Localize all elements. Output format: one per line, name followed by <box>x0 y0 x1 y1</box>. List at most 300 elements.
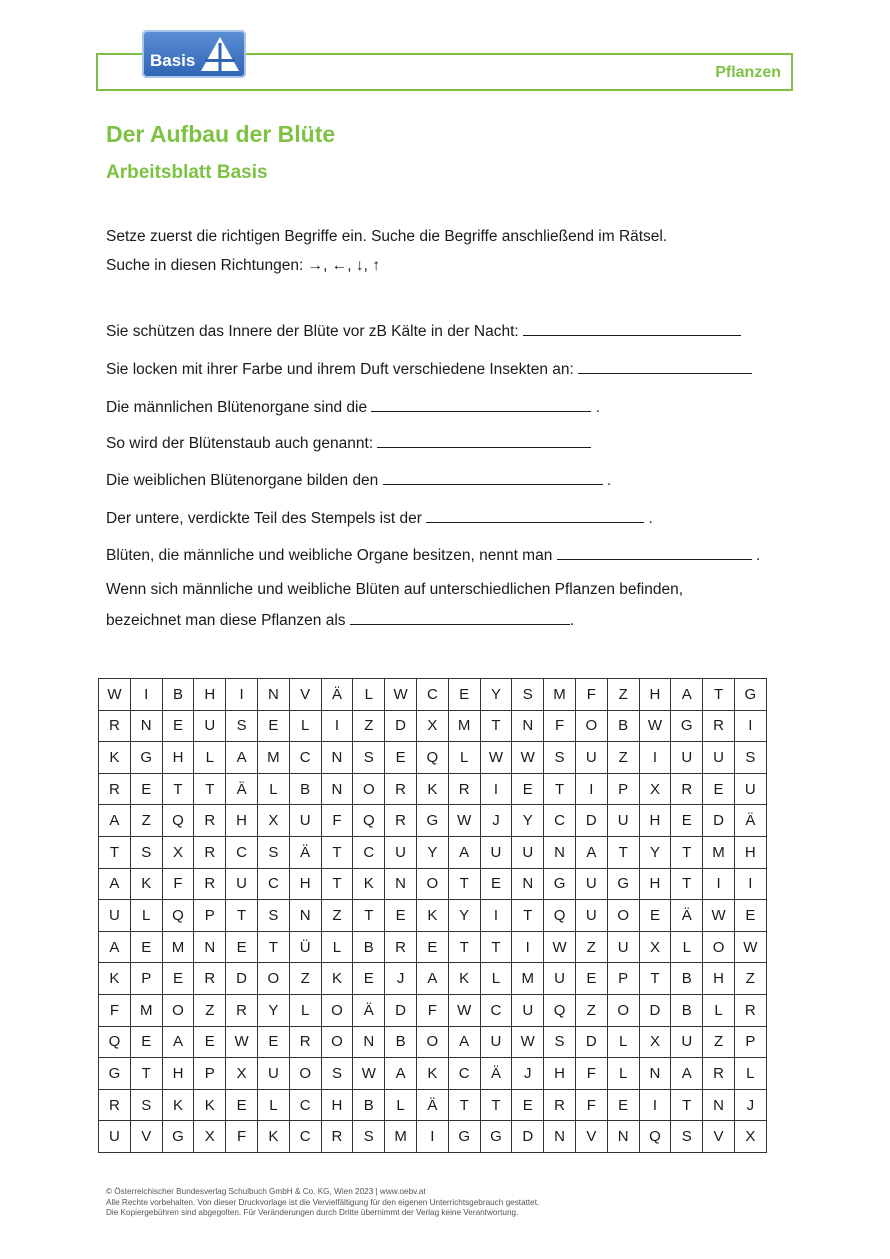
grid-cell[interactable]: L <box>703 994 735 1026</box>
grid-cell[interactable]: Y <box>416 836 448 868</box>
grid-cell[interactable]: A <box>416 963 448 995</box>
grid-cell[interactable]: E <box>575 963 607 995</box>
grid-cell[interactable]: M <box>385 1121 417 1153</box>
grid-cell[interactable]: D <box>385 994 417 1026</box>
grid-cell[interactable]: R <box>99 710 131 742</box>
grid-cell[interactable]: P <box>194 900 226 932</box>
grid-cell[interactable]: T <box>671 836 703 868</box>
grid-cell[interactable]: V <box>289 679 321 711</box>
grid-cell[interactable]: T <box>480 931 512 963</box>
grid-cell[interactable]: E <box>416 931 448 963</box>
grid-cell[interactable]: A <box>99 805 131 837</box>
grid-cell[interactable]: Q <box>99 1026 131 1058</box>
grid-cell[interactable]: B <box>671 994 703 1026</box>
grid-cell[interactable]: N <box>257 679 289 711</box>
grid-cell[interactable]: U <box>607 931 639 963</box>
grid-cell[interactable]: W <box>703 900 735 932</box>
grid-cell[interactable]: N <box>544 1121 576 1153</box>
grid-cell[interactable]: Ü <box>289 931 321 963</box>
grid-cell[interactable]: H <box>289 868 321 900</box>
grid-cell[interactable]: A <box>162 1026 194 1058</box>
grid-cell[interactable]: Ä <box>289 836 321 868</box>
grid-cell[interactable]: Z <box>734 963 766 995</box>
grid-cell[interactable]: B <box>289 773 321 805</box>
grid-cell[interactable]: M <box>448 710 480 742</box>
grid-cell[interactable]: S <box>544 1026 576 1058</box>
grid-cell[interactable]: L <box>734 1058 766 1090</box>
grid-cell[interactable]: I <box>130 679 162 711</box>
grid-cell[interactable]: N <box>289 900 321 932</box>
grid-cell[interactable]: O <box>321 1026 353 1058</box>
grid-cell[interactable]: C <box>289 1121 321 1153</box>
grid-cell[interactable]: F <box>226 1121 258 1153</box>
grid-cell[interactable]: T <box>480 710 512 742</box>
grid-cell[interactable]: N <box>385 868 417 900</box>
grid-cell[interactable]: X <box>257 805 289 837</box>
grid-cell[interactable]: U <box>194 710 226 742</box>
grid-cell[interactable]: V <box>575 1121 607 1153</box>
grid-cell[interactable]: G <box>448 1121 480 1153</box>
grid-cell[interactable]: H <box>194 679 226 711</box>
grid-cell[interactable]: I <box>480 773 512 805</box>
grid-cell[interactable]: L <box>257 773 289 805</box>
grid-cell[interactable]: Q <box>353 805 385 837</box>
grid-cell[interactable]: L <box>671 931 703 963</box>
grid-cell[interactable]: Z <box>289 963 321 995</box>
grid-cell[interactable]: F <box>575 1058 607 1090</box>
grid-cell[interactable]: H <box>639 679 671 711</box>
grid-cell[interactable]: W <box>385 679 417 711</box>
grid-cell[interactable]: O <box>607 994 639 1026</box>
grid-cell[interactable]: D <box>703 805 735 837</box>
grid-cell[interactable]: D <box>512 1121 544 1153</box>
grid-cell[interactable]: T <box>194 773 226 805</box>
grid-cell[interactable]: Z <box>575 994 607 1026</box>
grid-cell[interactable]: K <box>416 900 448 932</box>
grid-cell[interactable]: K <box>130 868 162 900</box>
grid-cell[interactable]: U <box>671 1026 703 1058</box>
grid-cell[interactable]: N <box>321 773 353 805</box>
grid-cell[interactable]: Z <box>353 710 385 742</box>
grid-cell[interactable]: J <box>480 805 512 837</box>
grid-cell[interactable]: I <box>575 773 607 805</box>
grid-cell[interactable]: T <box>671 1089 703 1121</box>
grid-cell[interactable]: U <box>226 868 258 900</box>
grid-cell[interactable]: T <box>162 773 194 805</box>
grid-cell[interactable]: N <box>353 1026 385 1058</box>
grid-cell[interactable]: R <box>544 1089 576 1121</box>
grid-cell[interactable]: N <box>194 931 226 963</box>
grid-cell[interactable]: U <box>575 742 607 774</box>
grid-cell[interactable]: S <box>353 742 385 774</box>
grid-cell[interactable]: H <box>162 742 194 774</box>
grid-cell[interactable]: A <box>575 836 607 868</box>
grid-cell[interactable]: I <box>639 742 671 774</box>
grid-cell[interactable]: C <box>480 994 512 1026</box>
grid-cell[interactable]: L <box>607 1058 639 1090</box>
grid-cell[interactable]: T <box>448 931 480 963</box>
grid-cell[interactable]: N <box>512 868 544 900</box>
grid-cell[interactable]: A <box>226 742 258 774</box>
grid-cell[interactable]: O <box>607 900 639 932</box>
grid-cell[interactable]: M <box>257 742 289 774</box>
grid-cell[interactable]: Z <box>607 742 639 774</box>
grid-cell[interactable]: R <box>194 963 226 995</box>
grid-cell[interactable]: Ä <box>321 679 353 711</box>
grid-cell[interactable]: G <box>607 868 639 900</box>
grid-cell[interactable]: N <box>607 1121 639 1153</box>
grid-cell[interactable]: Z <box>130 805 162 837</box>
grid-cell[interactable]: K <box>257 1121 289 1153</box>
grid-cell[interactable]: W <box>512 1026 544 1058</box>
grid-cell[interactable]: W <box>734 931 766 963</box>
grid-cell[interactable]: F <box>575 679 607 711</box>
grid-cell[interactable]: X <box>226 1058 258 1090</box>
grid-cell[interactable]: L <box>257 1089 289 1121</box>
grid-cell[interactable]: N <box>321 742 353 774</box>
grid-cell[interactable]: A <box>99 868 131 900</box>
grid-cell[interactable]: T <box>130 1058 162 1090</box>
grid-cell[interactable]: S <box>257 836 289 868</box>
grid-cell[interactable]: Y <box>480 679 512 711</box>
grid-cell[interactable]: X <box>734 1121 766 1153</box>
grid-cell[interactable]: O <box>162 994 194 1026</box>
grid-cell[interactable]: R <box>99 773 131 805</box>
grid-cell[interactable]: W <box>226 1026 258 1058</box>
grid-cell[interactable]: Q <box>162 900 194 932</box>
grid-cell[interactable]: U <box>480 836 512 868</box>
grid-cell[interactable]: D <box>226 963 258 995</box>
grid-cell[interactable]: N <box>130 710 162 742</box>
grid-cell[interactable]: X <box>639 931 671 963</box>
grid-cell[interactable]: C <box>289 1089 321 1121</box>
grid-cell[interactable]: V <box>703 1121 735 1153</box>
grid-cell[interactable]: U <box>257 1058 289 1090</box>
grid-cell[interactable]: E <box>385 742 417 774</box>
grid-cell[interactable]: A <box>671 679 703 711</box>
grid-cell[interactable]: T <box>544 773 576 805</box>
grid-cell[interactable]: K <box>321 963 353 995</box>
grid-cell[interactable]: X <box>194 1121 226 1153</box>
grid-cell[interactable]: A <box>448 1026 480 1058</box>
grid-cell[interactable]: S <box>226 710 258 742</box>
grid-cell[interactable]: Y <box>639 836 671 868</box>
grid-cell[interactable]: F <box>99 994 131 1026</box>
grid-cell[interactable]: Q <box>416 742 448 774</box>
grid-cell[interactable]: W <box>99 679 131 711</box>
grid-cell[interactable]: V <box>130 1121 162 1153</box>
grid-cell[interactable]: L <box>607 1026 639 1058</box>
grid-cell[interactable]: Ä <box>734 805 766 837</box>
grid-cell[interactable]: J <box>385 963 417 995</box>
grid-cell[interactable]: K <box>194 1089 226 1121</box>
grid-cell[interactable]: R <box>194 868 226 900</box>
grid-cell[interactable]: M <box>130 994 162 1026</box>
grid-cell[interactable]: F <box>162 868 194 900</box>
grid-cell[interactable]: R <box>289 1026 321 1058</box>
grid-cell[interactable]: T <box>321 868 353 900</box>
grid-cell[interactable]: L <box>480 963 512 995</box>
grid-cell[interactable]: H <box>162 1058 194 1090</box>
grid-cell[interactable]: G <box>416 805 448 837</box>
grid-cell[interactable]: D <box>575 805 607 837</box>
grid-cell[interactable]: L <box>385 1089 417 1121</box>
grid-cell[interactable]: Q <box>544 994 576 1026</box>
grid-cell[interactable]: Ä <box>671 900 703 932</box>
answer-blank[interactable] <box>578 358 752 374</box>
grid-cell[interactable]: P <box>130 963 162 995</box>
grid-cell[interactable]: T <box>321 836 353 868</box>
grid-cell[interactable]: W <box>448 805 480 837</box>
grid-cell[interactable]: N <box>544 836 576 868</box>
grid-cell[interactable]: P <box>734 1026 766 1058</box>
grid-cell[interactable]: I <box>734 868 766 900</box>
grid-cell[interactable]: E <box>512 1089 544 1121</box>
grid-cell[interactable]: E <box>607 1089 639 1121</box>
grid-cell[interactable]: C <box>416 679 448 711</box>
grid-cell[interactable]: E <box>671 805 703 837</box>
grid-cell[interactable]: J <box>512 1058 544 1090</box>
grid-cell[interactable]: K <box>448 963 480 995</box>
grid-cell[interactable]: E <box>194 1026 226 1058</box>
grid-cell[interactable]: F <box>575 1089 607 1121</box>
grid-cell[interactable]: E <box>257 1026 289 1058</box>
grid-cell[interactable]: W <box>512 742 544 774</box>
grid-cell[interactable]: U <box>575 900 607 932</box>
grid-cell[interactable]: X <box>639 773 671 805</box>
grid-cell[interactable]: E <box>385 900 417 932</box>
grid-cell[interactable]: T <box>639 963 671 995</box>
grid-cell[interactable]: T <box>512 900 544 932</box>
grid-cell[interactable]: U <box>544 963 576 995</box>
grid-cell[interactable]: I <box>226 679 258 711</box>
grid-cell[interactable]: O <box>321 994 353 1026</box>
grid-cell[interactable]: D <box>575 1026 607 1058</box>
grid-cell[interactable]: Y <box>512 805 544 837</box>
answer-blank[interactable] <box>523 320 741 336</box>
grid-cell[interactable]: U <box>512 994 544 1026</box>
grid-cell[interactable]: D <box>639 994 671 1026</box>
grid-cell[interactable]: U <box>671 742 703 774</box>
grid-cell[interactable]: F <box>321 805 353 837</box>
grid-cell[interactable]: Z <box>607 679 639 711</box>
grid-cell[interactable]: T <box>671 868 703 900</box>
grid-cell[interactable]: I <box>416 1121 448 1153</box>
grid-cell[interactable]: B <box>353 931 385 963</box>
grid-cell[interactable]: E <box>130 773 162 805</box>
grid-cell[interactable]: S <box>544 742 576 774</box>
grid-cell[interactable]: O <box>575 710 607 742</box>
grid-cell[interactable]: E <box>703 773 735 805</box>
grid-cell[interactable]: T <box>480 1089 512 1121</box>
grid-cell[interactable]: U <box>289 805 321 837</box>
grid-cell[interactable]: H <box>639 805 671 837</box>
grid-cell[interactable]: O <box>416 1026 448 1058</box>
grid-cell[interactable]: U <box>512 836 544 868</box>
grid-cell[interactable]: H <box>639 868 671 900</box>
grid-cell[interactable]: J <box>734 1089 766 1121</box>
grid-cell[interactable]: S <box>353 1121 385 1153</box>
grid-cell[interactable]: W <box>353 1058 385 1090</box>
grid-cell[interactable]: U <box>385 836 417 868</box>
grid-cell[interactable]: S <box>130 836 162 868</box>
grid-cell[interactable]: N <box>703 1089 735 1121</box>
grid-cell[interactable]: T <box>448 1089 480 1121</box>
grid-cell[interactable]: U <box>734 773 766 805</box>
grid-cell[interactable]: Ä <box>480 1058 512 1090</box>
grid-cell[interactable]: E <box>130 931 162 963</box>
grid-cell[interactable]: O <box>353 773 385 805</box>
grid-cell[interactable]: K <box>162 1089 194 1121</box>
grid-cell[interactable]: D <box>385 710 417 742</box>
grid-cell[interactable]: R <box>99 1089 131 1121</box>
grid-cell[interactable]: G <box>671 710 703 742</box>
grid-cell[interactable]: F <box>416 994 448 1026</box>
grid-cell[interactable]: I <box>703 868 735 900</box>
grid-cell[interactable]: I <box>639 1089 671 1121</box>
grid-cell[interactable]: T <box>257 931 289 963</box>
grid-cell[interactable]: O <box>257 963 289 995</box>
grid-cell[interactable]: E <box>353 963 385 995</box>
grid-cell[interactable]: M <box>512 963 544 995</box>
grid-cell[interactable]: S <box>734 742 766 774</box>
grid-cell[interactable]: W <box>544 931 576 963</box>
grid-cell[interactable]: U <box>99 1121 131 1153</box>
grid-cell[interactable]: P <box>607 963 639 995</box>
grid-cell[interactable]: Z <box>194 994 226 1026</box>
grid-cell[interactable]: C <box>448 1058 480 1090</box>
grid-cell[interactable]: R <box>385 805 417 837</box>
grid-cell[interactable]: Z <box>575 931 607 963</box>
grid-cell[interactable]: N <box>639 1058 671 1090</box>
grid-cell[interactable]: P <box>194 1058 226 1090</box>
grid-cell[interactable]: E <box>162 963 194 995</box>
grid-cell[interactable]: S <box>671 1121 703 1153</box>
grid-cell[interactable]: E <box>448 679 480 711</box>
grid-cell[interactable]: Q <box>162 805 194 837</box>
grid-cell[interactable]: M <box>544 679 576 711</box>
grid-cell[interactable]: O <box>416 868 448 900</box>
grid-cell[interactable]: R <box>703 710 735 742</box>
grid-cell[interactable]: U <box>703 742 735 774</box>
grid-cell[interactable]: U <box>480 1026 512 1058</box>
grid-cell[interactable]: C <box>289 742 321 774</box>
grid-cell[interactable]: R <box>194 805 226 837</box>
grid-cell[interactable]: F <box>544 710 576 742</box>
grid-cell[interactable]: P <box>607 773 639 805</box>
grid-cell[interactable]: I <box>321 710 353 742</box>
grid-cell[interactable]: T <box>99 836 131 868</box>
grid-cell[interactable]: G <box>734 679 766 711</box>
grid-cell[interactable]: Z <box>321 900 353 932</box>
grid-cell[interactable]: C <box>353 836 385 868</box>
grid-cell[interactable]: W <box>448 994 480 1026</box>
grid-cell[interactable]: E <box>226 1089 258 1121</box>
grid-cell[interactable]: B <box>385 1026 417 1058</box>
grid-cell[interactable]: X <box>162 836 194 868</box>
grid-cell[interactable]: X <box>416 710 448 742</box>
grid-cell[interactable]: L <box>289 710 321 742</box>
grid-cell[interactable]: A <box>385 1058 417 1090</box>
grid-cell[interactable]: K <box>353 868 385 900</box>
grid-cell[interactable]: L <box>353 679 385 711</box>
grid-cell[interactable]: Y <box>448 900 480 932</box>
grid-cell[interactable]: W <box>639 710 671 742</box>
grid-cell[interactable]: T <box>226 900 258 932</box>
grid-cell[interactable]: C <box>226 836 258 868</box>
grid-cell[interactable]: H <box>544 1058 576 1090</box>
grid-cell[interactable]: X <box>639 1026 671 1058</box>
grid-cell[interactable]: H <box>734 836 766 868</box>
grid-cell[interactable]: G <box>480 1121 512 1153</box>
grid-cell[interactable]: T <box>353 900 385 932</box>
grid-cell[interactable]: K <box>99 742 131 774</box>
grid-cell[interactable]: E <box>639 900 671 932</box>
grid-cell[interactable]: T <box>448 868 480 900</box>
grid-cell[interactable]: L <box>194 742 226 774</box>
grid-cell[interactable]: Ä <box>353 994 385 1026</box>
grid-cell[interactable]: S <box>257 900 289 932</box>
grid-cell[interactable]: U <box>99 900 131 932</box>
grid-cell[interactable]: K <box>416 1058 448 1090</box>
grid-cell[interactable]: G <box>130 742 162 774</box>
answer-blank[interactable] <box>426 507 644 523</box>
answer-blank[interactable] <box>377 432 591 448</box>
grid-cell[interactable]: I <box>734 710 766 742</box>
grid-cell[interactable]: I <box>480 900 512 932</box>
grid-cell[interactable]: I <box>512 931 544 963</box>
grid-cell[interactable]: S <box>512 679 544 711</box>
grid-cell[interactable]: E <box>162 710 194 742</box>
answer-blank[interactable] <box>350 609 570 625</box>
grid-cell[interactable]: K <box>99 963 131 995</box>
grid-cell[interactable]: M <box>162 931 194 963</box>
grid-cell[interactable]: O <box>703 931 735 963</box>
grid-cell[interactable]: E <box>130 1026 162 1058</box>
grid-cell[interactable]: A <box>448 836 480 868</box>
grid-cell[interactable]: Z <box>703 1026 735 1058</box>
grid-cell[interactable]: L <box>321 931 353 963</box>
grid-cell[interactable]: Ä <box>226 773 258 805</box>
grid-cell[interactable]: R <box>226 994 258 1026</box>
grid-cell[interactable]: Ä <box>416 1089 448 1121</box>
grid-cell[interactable]: B <box>607 710 639 742</box>
grid-cell[interactable]: U <box>607 805 639 837</box>
grid-cell[interactable]: L <box>289 994 321 1026</box>
grid-cell[interactable]: B <box>162 679 194 711</box>
grid-cell[interactable]: B <box>353 1089 385 1121</box>
grid-cell[interactable]: C <box>544 805 576 837</box>
grid-cell[interactable]: E <box>257 710 289 742</box>
grid-cell[interactable]: U <box>575 868 607 900</box>
grid-cell[interactable]: N <box>512 710 544 742</box>
grid-cell[interactable]: G <box>162 1121 194 1153</box>
answer-blank[interactable] <box>371 396 591 412</box>
grid-cell[interactable]: R <box>448 773 480 805</box>
grid-cell[interactable]: K <box>416 773 448 805</box>
answer-blank[interactable] <box>383 469 603 485</box>
grid-cell[interactable]: Q <box>544 900 576 932</box>
grid-cell[interactable]: R <box>734 994 766 1026</box>
grid-cell[interactable]: R <box>703 1058 735 1090</box>
grid-cell[interactable]: R <box>385 931 417 963</box>
grid-cell[interactable]: Q <box>639 1121 671 1153</box>
grid-cell[interactable]: E <box>512 773 544 805</box>
grid-cell[interactable]: L <box>130 900 162 932</box>
grid-cell[interactable]: B <box>671 963 703 995</box>
grid-cell[interactable]: C <box>257 868 289 900</box>
grid-cell[interactable]: T <box>607 836 639 868</box>
